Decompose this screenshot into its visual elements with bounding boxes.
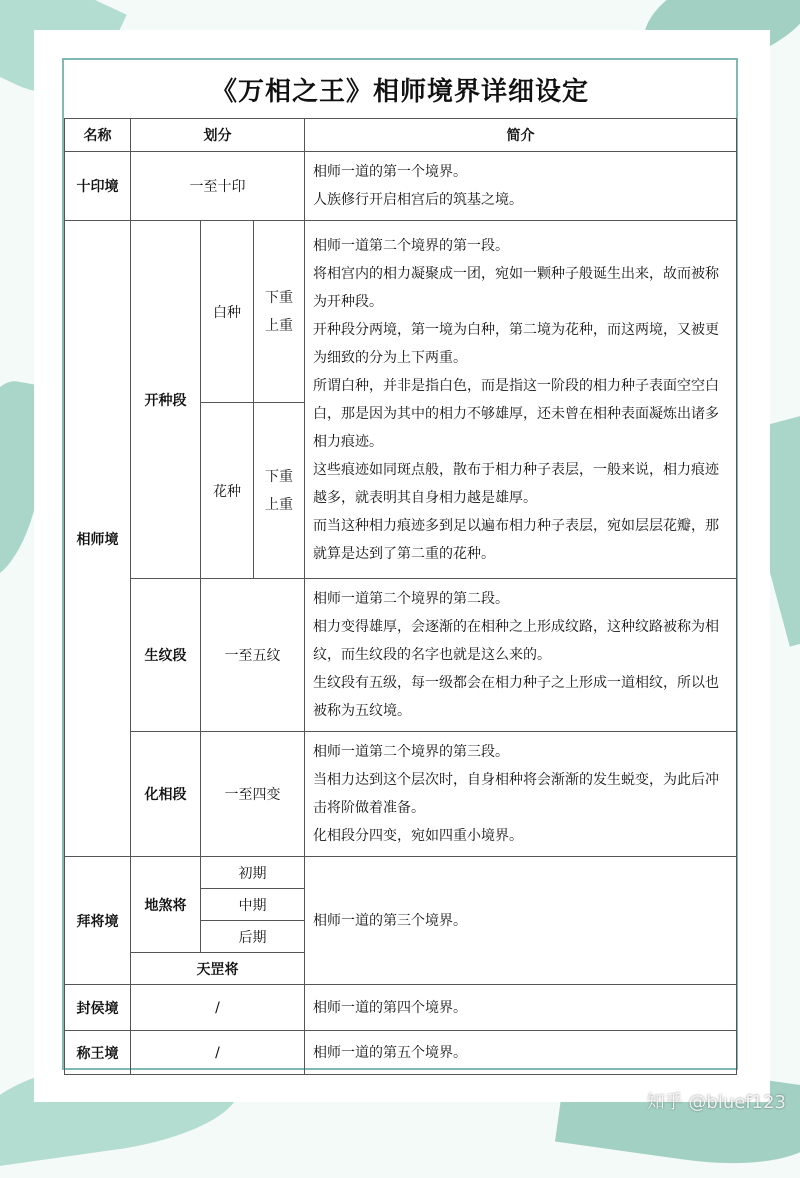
- table-row: [65, 1031, 737, 1075]
- realm-name: 相师境: [65, 221, 131, 857]
- realm-intro: [305, 579, 737, 732]
- intro-line: 相师一道第二个境界的第三段。: [313, 744, 510, 760]
- realm-division: 一至十印: [131, 152, 305, 221]
- stage-name: 开种段: [131, 221, 201, 579]
- stage-name: 化相段: [131, 732, 201, 857]
- intro-line: 所谓白种，并非是指白色，而是指这一阶段的相力种子表面空空白白，那是因为其中的相力不够雄厚，还未曾在相种表面凝炼出诸多相力痕迹。: [313, 377, 720, 450]
- stage-division: 一至五纹: [201, 579, 305, 732]
- document-frame: [62, 58, 738, 1070]
- realm-intro: [305, 152, 737, 221]
- substage-name: 后期: [201, 921, 305, 953]
- header-row: [65, 119, 737, 152]
- realm-division: /: [131, 985, 305, 1031]
- substage-levels: [254, 221, 305, 403]
- stage-name: 生纹段: [131, 579, 201, 732]
- table-row: [65, 221, 737, 403]
- substage-name: 中期: [201, 889, 305, 921]
- table-row: [65, 732, 737, 857]
- intro-line: 开种段分两境，第一境为白种，第二境为花种，而这两境，又被更为细致的分为上下两重。: [313, 321, 720, 366]
- stage-name: 天罡将: [131, 953, 305, 985]
- page-title: 《万相之王》相师境界详细设定: [210, 76, 589, 107]
- substage-name: 花种: [201, 403, 254, 579]
- realm-name: 封侯境: [65, 985, 131, 1031]
- table-row: [65, 152, 737, 221]
- intro-line: 相师一道第二个境界的第一段。: [313, 237, 510, 254]
- table-row: [65, 579, 737, 732]
- intro-line: 将相宫内的相力凝聚成一团，宛如一颗种子般诞生出来，故而被称为开种段。: [313, 265, 720, 310]
- stage-name: 地煞将: [131, 857, 201, 953]
- intro-line: 化相段分四变，宛如四重小境界。: [313, 828, 524, 844]
- table-row: [65, 857, 737, 889]
- level-label: 下重: [265, 468, 294, 485]
- level-label: 上重: [265, 317, 294, 334]
- intro-line: 而当这种相力痕迹多到足以遍布相力种子表层，宛如层层花瓣，那就算是达到了第二重的花种。: [313, 517, 720, 562]
- level-label: 上重: [265, 496, 294, 513]
- realm-table: [64, 118, 737, 1075]
- realm-intro: 相师一道的第四个境界。: [305, 985, 737, 1031]
- substage-levels: [254, 403, 305, 579]
- realm-intro: [305, 221, 737, 579]
- intro-line: 人族修行开启相宫后的筑基之境。: [313, 192, 524, 208]
- intro-line: 生纹段有五级，每一级都会在相力种子之上形成一道相纹，所以也被称为五纹境。: [313, 675, 720, 719]
- intro-line: 相力变得雄厚，会逐渐的在相种之上形成纹路，这种纹路被称为相纹，而生纹段的名字也就是这么来的。: [313, 619, 720, 663]
- header-name: 名称: [65, 119, 131, 152]
- substage-name: 初期: [201, 857, 305, 889]
- header-division: 划分: [131, 119, 305, 152]
- level-label: 下重: [265, 289, 294, 306]
- realm-name: 称王境: [65, 1031, 131, 1075]
- intro-line: 当相力达到这个层次时，自身相种将会渐渐的发生蜕变，为此后冲击将阶做着准备。: [313, 772, 720, 816]
- table-row: [65, 985, 737, 1031]
- realm-name: 拜将境: [65, 857, 131, 985]
- realm-intro: 相师一道的第五个境界。: [305, 1031, 737, 1075]
- header-intro: 简介: [305, 119, 737, 152]
- stage-division: 一至四变: [201, 732, 305, 857]
- realm-division: /: [131, 1031, 305, 1075]
- intro-line: 这些痕迹如同斑点般，散布于相力种子表层，一般来说，相力痕迹越多，就表明其自身相力越是雄厚。: [313, 461, 720, 506]
- realm-intro: 相师一道的第三个境界。: [305, 857, 737, 985]
- realm-name: 十印境: [65, 152, 131, 221]
- watermark: 知乎 @bluef123: [646, 1092, 786, 1113]
- substage-name: 白种: [201, 221, 254, 403]
- realm-intro: [305, 732, 737, 857]
- intro-line: 相师一道第二个境界的第二段。: [313, 591, 510, 607]
- intro-line: 相师一道的第一个境界。: [313, 164, 468, 180]
